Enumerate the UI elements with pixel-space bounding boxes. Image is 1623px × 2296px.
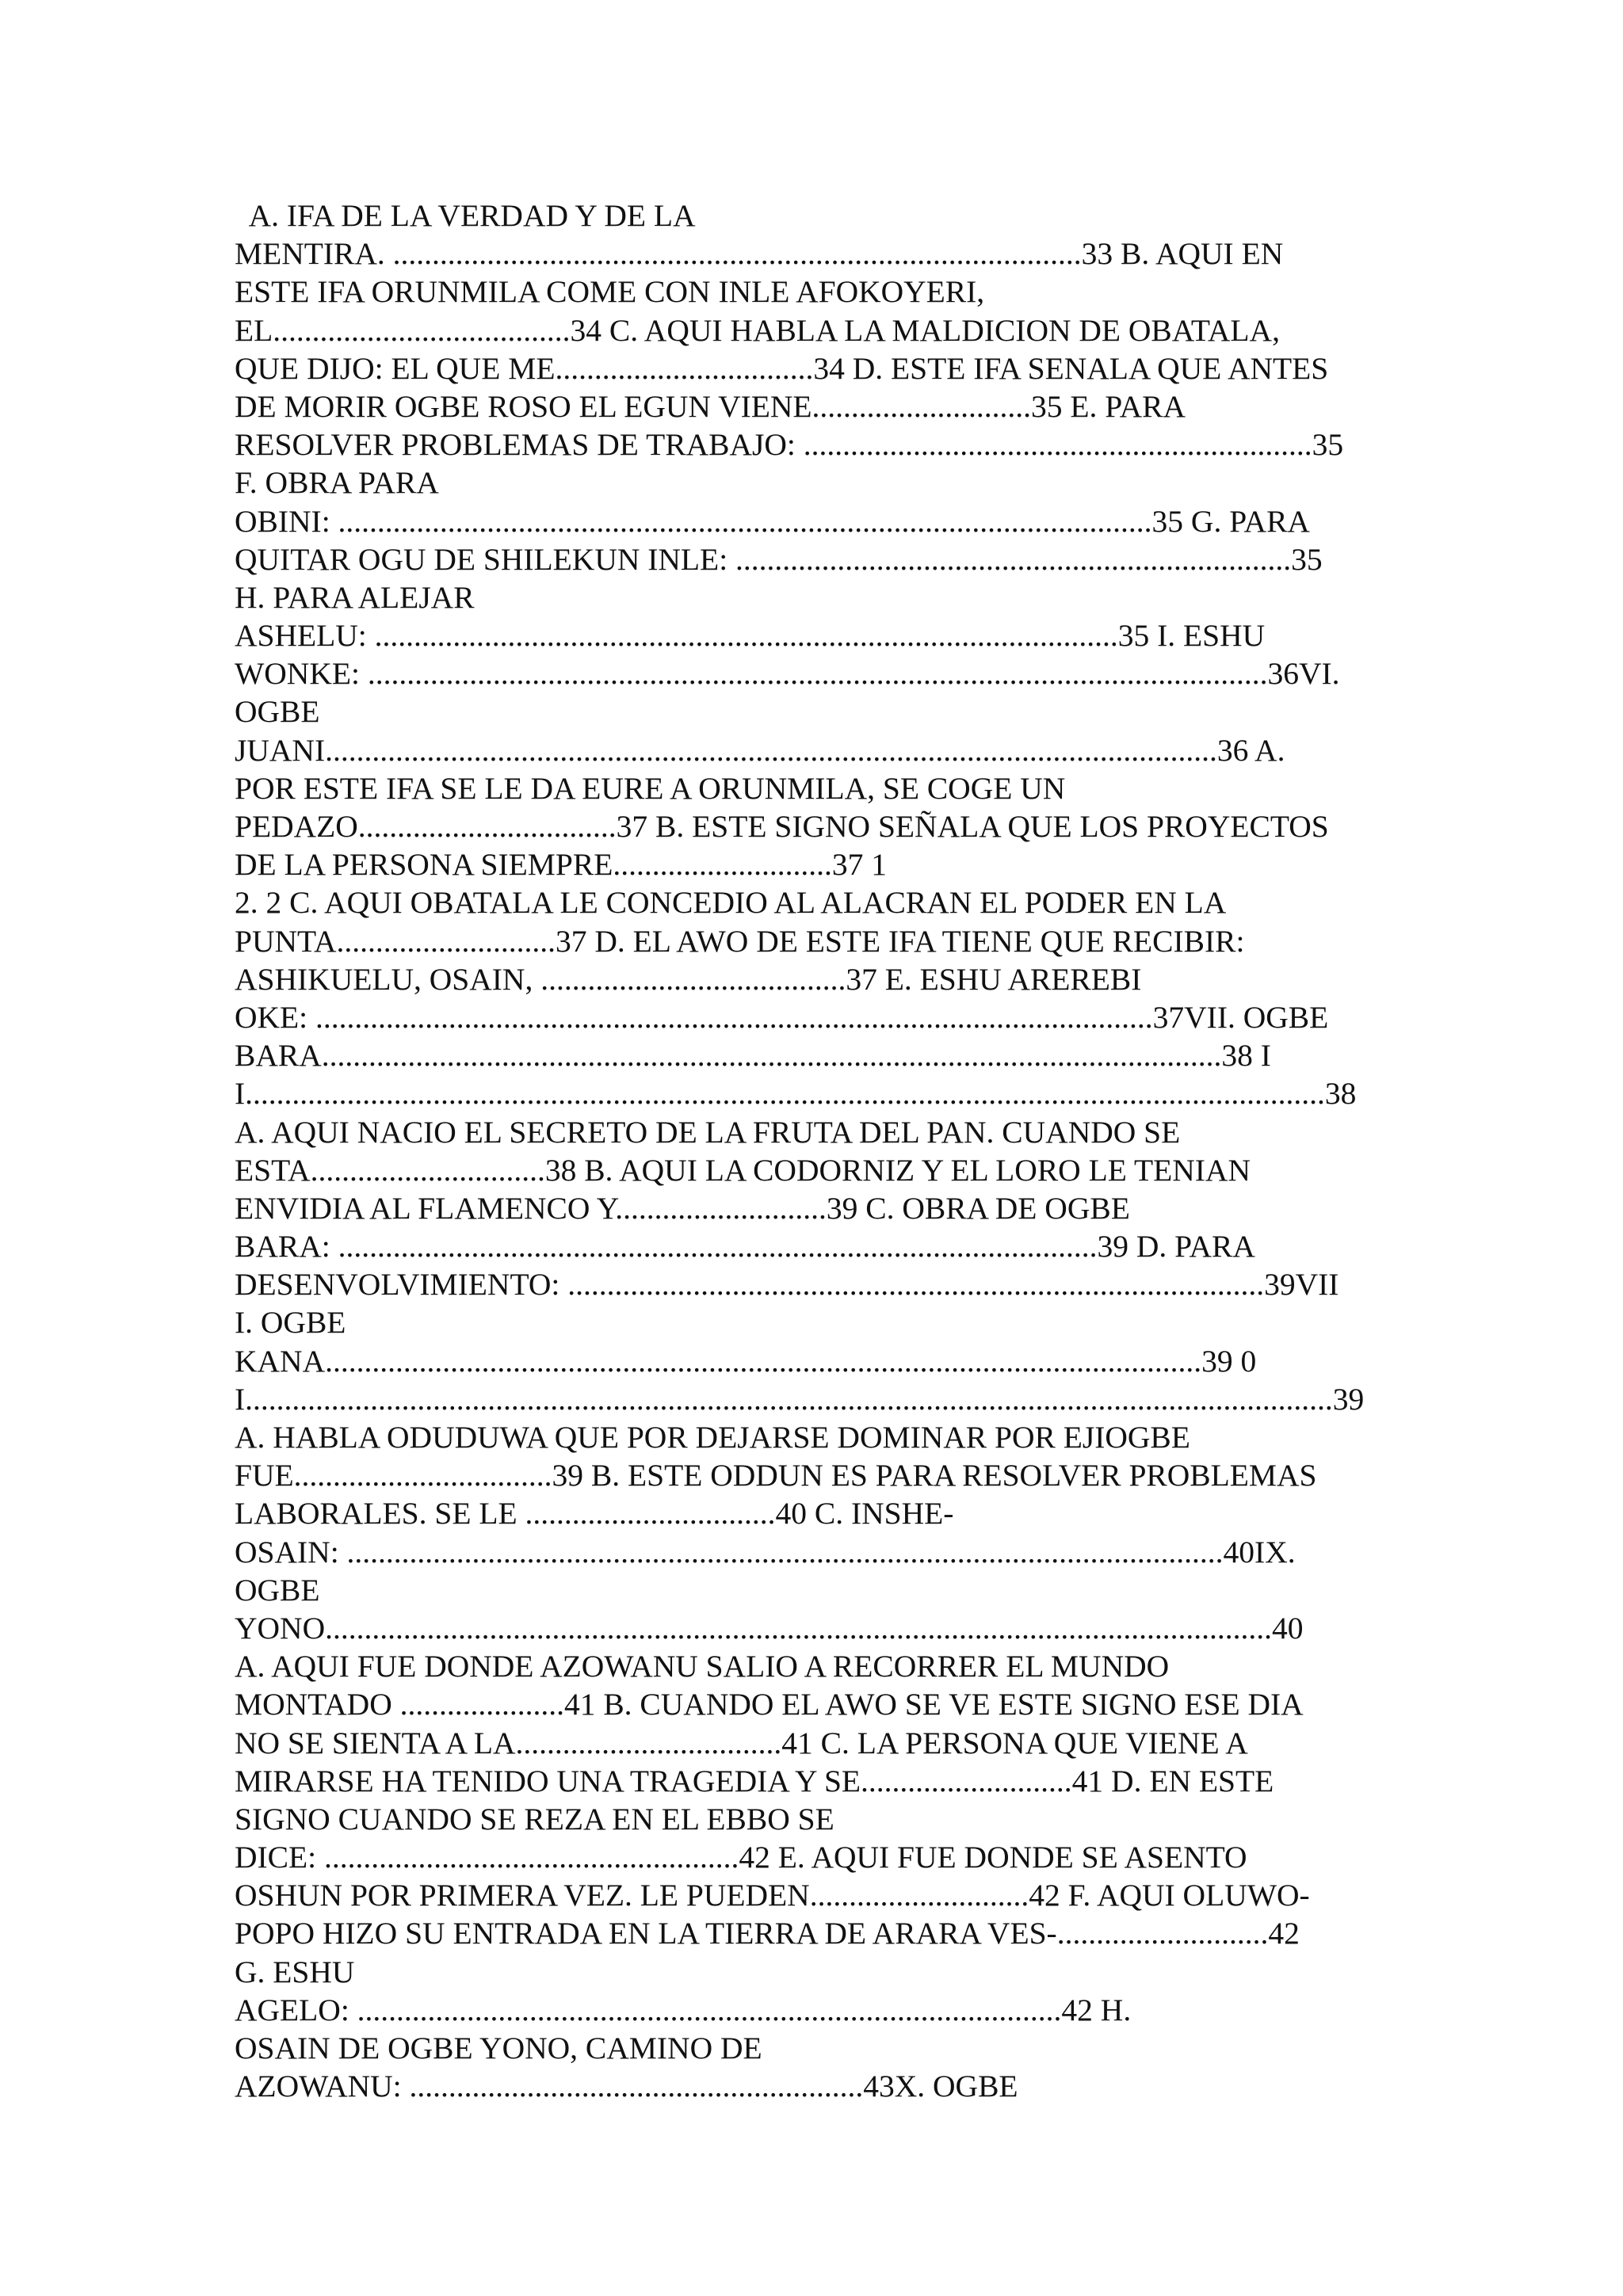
toc-line: AZOWANU: ..........................................................43X. OGBE — [235, 2069, 1018, 2104]
toc-line: I. OGBE — [235, 1305, 346, 1341]
toc-line: NO SE SIENTA A LA..................................41 C. LA PERSONA QUE VIENE A — [235, 1725, 1248, 1760]
toc-line: A. AQUI FUE DONDE AZOWANU SALIO A RECORRER EL MUNDO — [235, 1649, 1170, 1684]
toc-line: F. OBRA PARA — [235, 465, 439, 501]
toc-line: OSAIN: ................................................................................................................40IX. — [235, 1534, 1296, 1569]
toc-line: QUITAR OGU DE SHILEKUN INLE: .......................................................................35 — [235, 541, 1323, 577]
toc-line: OKE: ...........................................................................................................37VII. OGBE — [235, 999, 1329, 1035]
toc-line: DESENVOLVIMIENTO: .........................................................................................39VII — [235, 1267, 1339, 1302]
toc-line: PUNTA............................37 D. EL AWO DE ESTE IFA TIENE QUE RECIBIR: — [235, 923, 1245, 959]
toc-line: OBINI: ........................................................................................................35 G. PARA — [235, 503, 1310, 539]
toc-line: MIRARSE HA TENIDO UNA TRAGEDIA Y SE...........................41 D. EN ESTE — [235, 1763, 1274, 1798]
toc-line: DE LA PERSONA SIEMPRE............................37 1 — [235, 847, 888, 883]
toc-line: MENTIRA. ........................................................................................33 B. AQUI EN — [235, 236, 1284, 272]
toc-line: ASHELU: ...............................................................................................35 I. ESHU — [235, 618, 1266, 654]
toc-line: LABORALES. SE LE ................................40 C. INSHE- — [235, 1496, 954, 1531]
toc-line: OGBE — [235, 694, 320, 730]
toc-line: G. ESHU — [235, 1954, 355, 1989]
toc-line: OGBE — [235, 1572, 320, 1608]
table-of-contents — [235, 196, 1423, 2105]
toc-line: A. IFA DE LA VERDAD Y DE LA — [235, 198, 696, 233]
toc-line: BARA...................................................................................................................38 I — [235, 1038, 1271, 1074]
toc-line: EL......................................34 C. AQUI HABLA LA MALDICION DE OBATALA, — [235, 312, 1280, 348]
toc-line: DICE: .....................................................42 E. AQUI FUE DONDE SE ASENTO — [235, 1840, 1247, 1875]
toc-line: SIGNO CUANDO SE REZA EN EL EBBO SE — [235, 1801, 834, 1836]
toc-line: WONKE: ...................................................................................................................36VI. — [235, 656, 1340, 692]
toc-line: BARA: .................................................................................................39 D. PARA — [235, 1229, 1255, 1264]
toc-line: DE MORIR OGBE ROSO EL EGUN VIENE............................35 E. PARA — [235, 388, 1186, 424]
toc-line: ESTE IFA ORUNMILA COME CON INLE AFOKOYERI, — [235, 274, 985, 310]
toc-line: POPO HIZO SU ENTRADA EN LA TIERRA DE ARARA VES-...........................42 — [235, 1916, 1300, 1951]
toc-line: KANA................................................................................................................39 0 — [235, 1343, 1257, 1379]
toc-line: A. HABLA ODUDUWA QUE POR DEJARSE DOMINAR POR EJIOGBE — [235, 1420, 1190, 1455]
toc-line: I..........................................................................................................................................38 — [235, 1076, 1357, 1112]
toc-line: MONTADO .....................41 B. CUANDO EL AWO SE VE ESTE SIGNO ESE DIA — [235, 1687, 1304, 1722]
toc-line: RESOLVER PROBLEMAS DE TRABAJO: .................................................................35 — [235, 427, 1344, 463]
toc-line: OSHUN POR PRIMERA VEZ. LE PUEDEN............................42 F. AQUI OLUWO- — [235, 1878, 1310, 1913]
toc-line: AGELO: ..........................................................................................42 H. — [235, 1992, 1132, 2027]
toc-line: OSAIN DE OGBE YONO, CAMINO DE — [235, 2031, 762, 2065]
toc-line: ESTA..............................38 B. AQUI LA CODORNIZ Y EL LORO LE TENIAN — [235, 1152, 1251, 1188]
toc-line: 2. 2 C. AQUI OBATALA LE CONCEDIO AL ALACRAN EL PODER EN LA — [235, 885, 1227, 921]
toc-line: PEDAZO.................................37 B. ESTE SIGNO SEÑALA QUE LOS PROYECTOS — [235, 809, 1329, 844]
toc-line: POR ESTE IFA SE LE DA EURE A ORUNMILA, SE COGE UN — [235, 770, 1066, 806]
toc-line: I...........................................................................................................................................39 — [235, 1381, 1365, 1417]
toc-line: YONO.........................................................................................................................40 — [235, 1610, 1304, 1646]
toc-line: ASHIKUELU, OSAIN, .......................................37 E. ESHU AREREBI — [235, 961, 1142, 997]
toc-line: FUE.................................39 B. ESTE ODDUN ES PARA RESOLVER PROBLEMAS — [235, 1458, 1317, 1493]
toc-line: H. PARA ALEJAR — [235, 579, 475, 615]
toc-line: A. AQUI NACIO EL SECRETO DE LA FRUTA DEL PAN. CUANDO SE — [235, 1114, 1181, 1150]
toc-line: QUE DIJO: EL QUE ME.................................34 D. ESTE IFA SENALA QUE ANTES — [235, 350, 1329, 386]
toc-line: ENVIDIA AL FLAMENCO Y...........................39 C. OBRA DE OGBE — [235, 1190, 1130, 1226]
toc-line: JUANI..................................................................................................................36 A. — [235, 732, 1285, 768]
